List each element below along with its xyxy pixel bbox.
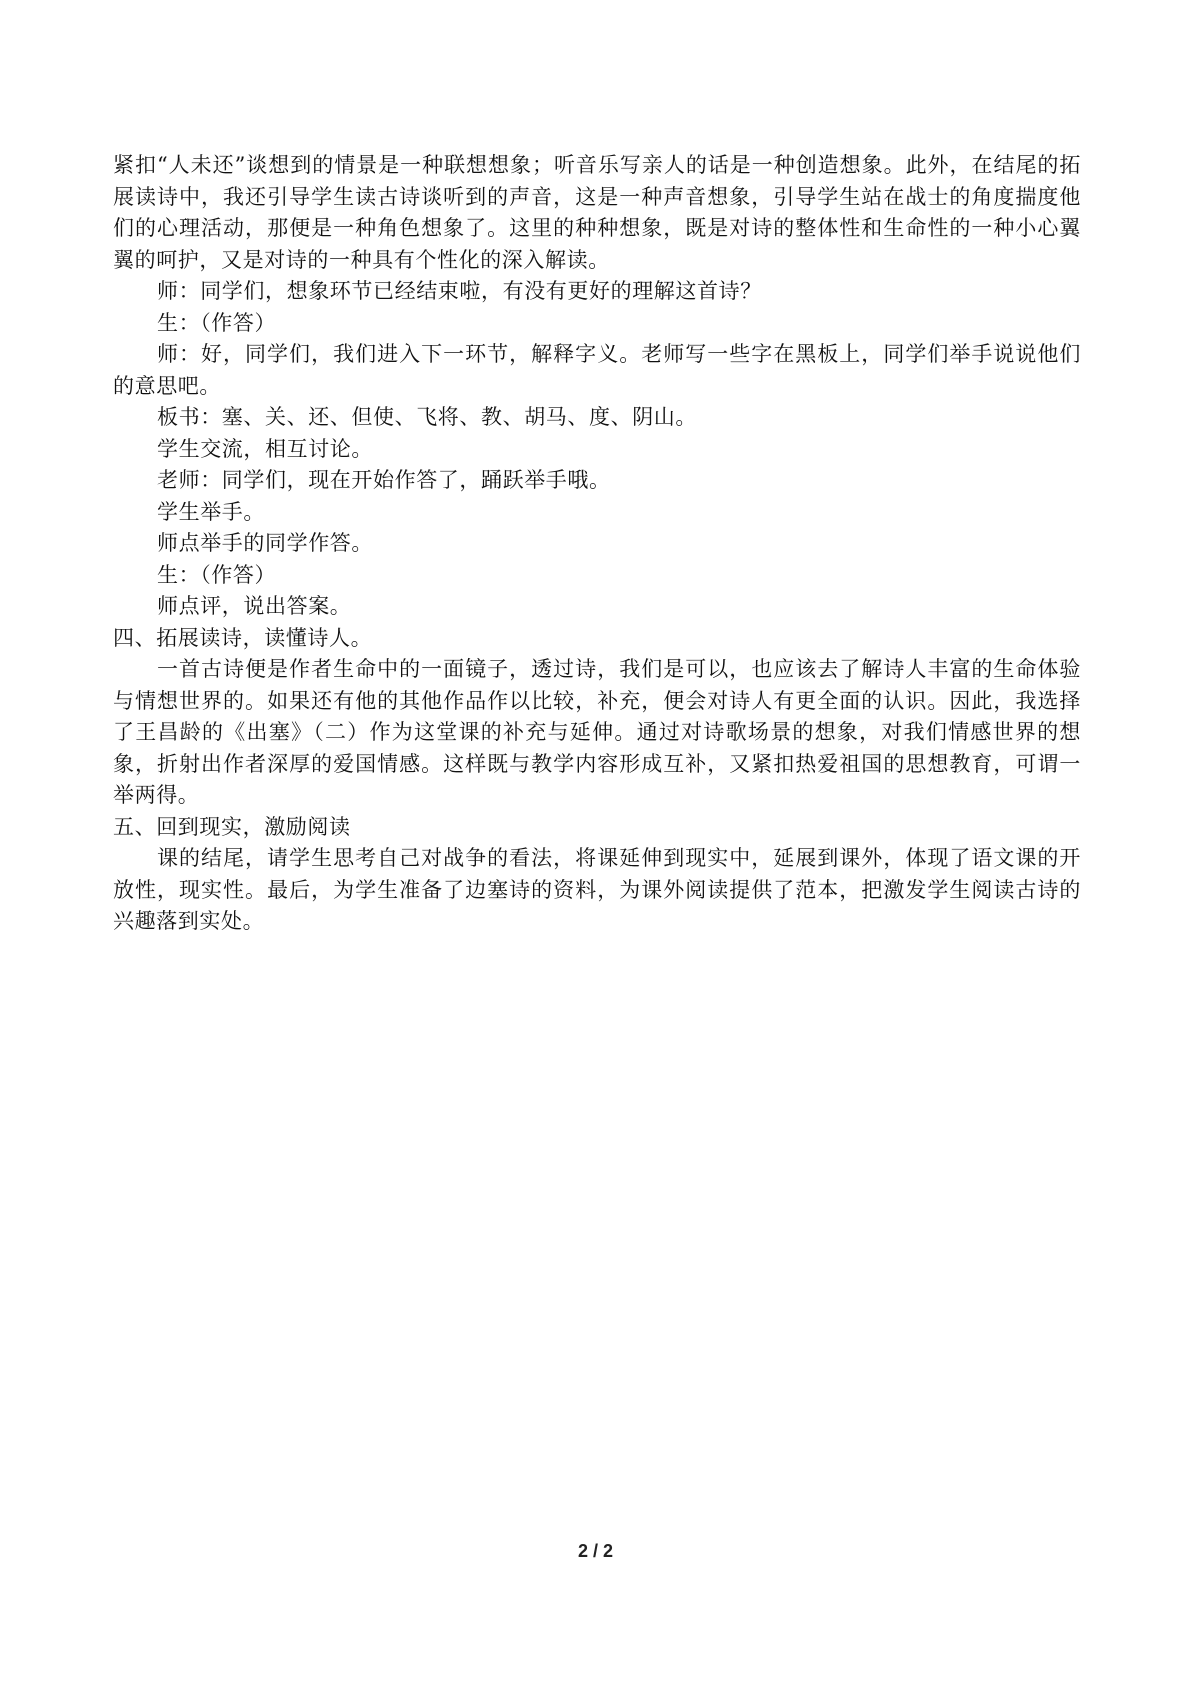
section-heading-4: 四、拓展读诗，读懂诗人。: [113, 625, 373, 650]
paragraph-7: 老师：同学们，现在开始作答了，踊跃举手哦。: [157, 468, 611, 492]
paragraph-9: 师点举手的同学作答。: [157, 531, 373, 555]
paragraph-4: 师：好，同学们，我们进入下一环节，解释字义。老师写一些字在黑板上，同学们举手说说他们的意思吧。: [113, 342, 1081, 398]
paragraph-11: 师点评，说出答案。: [157, 594, 352, 618]
paragraph-3: 生：（作答）: [157, 310, 277, 335]
section-heading-5: 五、回到现实，激励阅读: [113, 814, 351, 839]
paragraph-8: 学生举手。: [157, 499, 265, 524]
paragraph-15: 课的结尾，请学生思考自己对战争的看法，将课延伸到现实中，延展到课外，体现了语文课的开放性，现实性。最后，为学生准备了边塞诗的资料，为课外阅读提供了范本，把激发学生阅读古诗的兴趣落到实处。: [113, 846, 1081, 933]
paragraph-13: 一首古诗便是作者生命中的一面镜子，透过诗，我们是可以，也应该去了解诗人丰富的生命体验与情想世界的。如果还有他的其他作品作以比较，补充，便会对诗人有更全面的认识。因此，我选择了王昌龄的《出塞》（二）作为这堂课的补充与延伸。通过对诗歌场景的想象，对我们情感世界的想象，折射出作者深厚的爱国情感。这样既与教学内容形成互补，又紧扣热爱祖国的思想教育，可谓一举两得。: [113, 657, 1081, 807]
paragraph-1: 紧扣“人未还”谈想到的情景是一种联想想象；听音乐写亲人的话是一种创造想象。此外，在结尾的拓展读诗中，我还引导学生读古诗谈听到的声音，这是一种声音想象，引导学生站在战士的角度揣度他们的心理活动，那便是一种角色想象了。这里的种种想象，既是对诗的整体性和生命性的一种小心翼翼的呵护，又是对诗的一种具有个性化的深入解读。: [113, 153, 1081, 272]
paragraph-5: 板书：塞、关、还、但使、飞将、教、胡马、度、阴山。: [157, 405, 697, 429]
page-number: 2 / 2: [577, 1541, 614, 1561]
paragraph-6: 学生交流，相互讨论。: [157, 436, 373, 461]
paragraph-2: 师：同学们，想象环节已经结束啦，有没有更好的理解这首诗？: [157, 279, 762, 303]
paragraph-10: 生：（作答）: [157, 562, 277, 587]
document-body: [113, 150, 1081, 938]
